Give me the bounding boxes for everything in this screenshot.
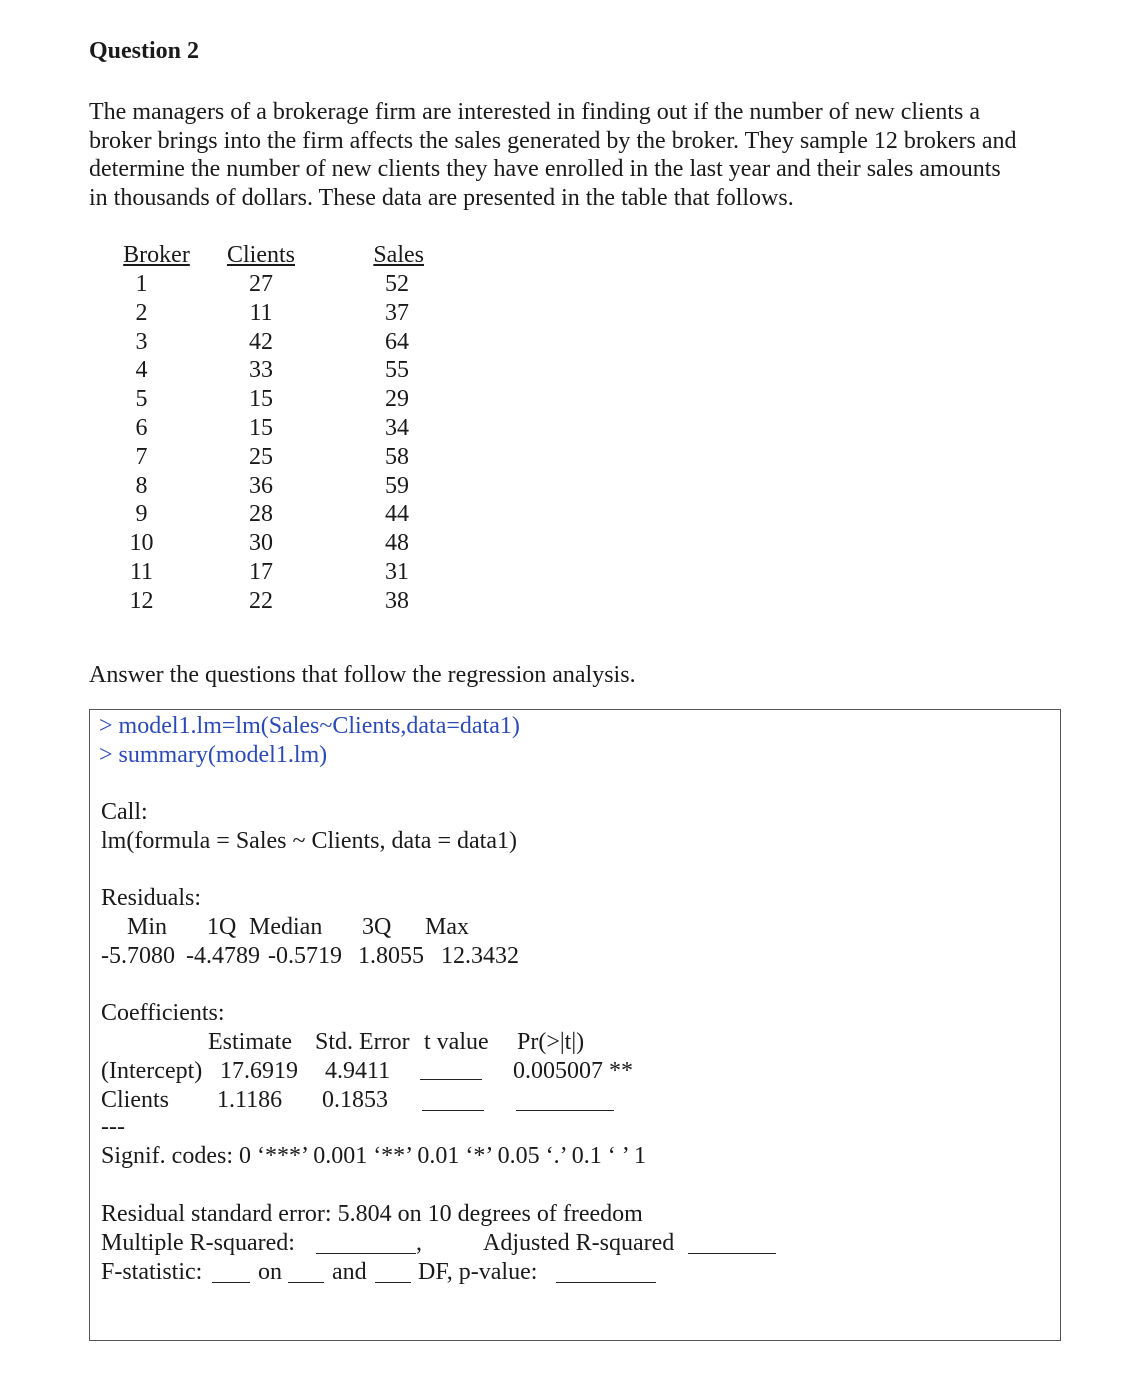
clients-cell: 33 <box>249 357 273 384</box>
intercept-estimate: 17.6919 <box>220 1058 298 1084</box>
intercept-p-number: 0.005007 <box>513 1058 603 1084</box>
residuals-label: Residuals: <box>101 885 201 911</box>
clients-cell: 22 <box>249 587 273 614</box>
clients-name: Clients <box>101 1087 170 1113</box>
table-row <box>100 500 424 529</box>
residual-header: Min <box>127 914 168 940</box>
residual-value: 1.8055 <box>358 943 424 969</box>
table-row <box>100 385 424 414</box>
table-row <box>100 472 424 501</box>
comma: , <box>416 1230 422 1256</box>
adjusted-r2-blank[interactable] <box>688 1235 776 1259</box>
sales-cell: 34 <box>385 414 409 441</box>
sales-cell: 64 <box>385 328 409 355</box>
coef-header: Std. Error <box>315 1029 410 1055</box>
table-row <box>100 587 424 616</box>
clients-cell: 36 <box>249 472 273 499</box>
broker-cell: 7 <box>135 443 148 470</box>
clients-estimate: 1.1186 <box>217 1087 283 1113</box>
broker-cell: 1 <box>135 271 148 297</box>
clients-t-value-blank[interactable] <box>422 1092 484 1116</box>
clients-cell: 28 <box>249 501 273 528</box>
header-clients: Clients <box>226 242 295 268</box>
residual-header: 3Q <box>362 914 392 940</box>
clients-cell: 30 <box>249 530 273 557</box>
coef-header: Estimate <box>208 1029 292 1055</box>
sales-cell: 37 <box>385 299 409 326</box>
table-row <box>100 414 424 443</box>
separator: --- <box>101 1114 125 1140</box>
clients-p-value-blank[interactable] <box>516 1092 614 1116</box>
command-line: > model1.lm=lm(Sales~Clients,data=data1) <box>99 713 520 739</box>
intercept-t-value-blank[interactable] <box>420 1061 482 1085</box>
broker-data-table <box>100 240 424 616</box>
multiple-r2-label: Multiple R-squared: <box>101 1230 295 1256</box>
coefficients-label: Coefficients: <box>101 1000 225 1026</box>
intro-line: determine the number of new clients they have enrolled in the last year and their sales amounts <box>89 156 1001 183</box>
broker-cell: 9 <box>135 501 148 528</box>
coef-header: Pr(>|t|) <box>517 1029 585 1055</box>
sales-cell: 55 <box>385 357 409 384</box>
table-row <box>100 558 424 587</box>
table-header-row <box>100 240 424 270</box>
table-row <box>100 270 424 299</box>
signif-codes: Signif. codes: 0 ‘***’ 0.001 ‘**’ 0.01 ‘*’ 0.05 ‘.’ 0.1 ‘ ’ 1 <box>101 1143 647 1169</box>
intro-line: The managers of a brokerage firm are interested in finding out if the number of new clients a <box>89 99 980 125</box>
header-sales: Sales <box>373 242 424 268</box>
intro-line: broker brings into the firm affects the sales generated by the broker. They sample 12 brokers and <box>89 127 1017 154</box>
clients-cell: 27 <box>249 271 273 297</box>
table-row <box>100 328 424 357</box>
broker-cell: 5 <box>135 386 148 413</box>
instruction-text: Answer the questions that follow the regression analysis. <box>89 662 636 688</box>
residual-standard-error: Residual standard error: 5.804 on 10 degrees of freedom <box>101 1201 643 1227</box>
and-text: and <box>332 1259 367 1285</box>
clients-cell: 11 <box>249 299 273 326</box>
f-statistic-label: F-statistic: <box>101 1259 203 1285</box>
sales-cell: 48 <box>385 530 409 557</box>
clients-cell: 17 <box>249 558 273 585</box>
residual-value: -4.4789 <box>186 943 260 969</box>
on-text: on <box>258 1259 282 1285</box>
df1-blank[interactable] <box>288 1264 324 1288</box>
residual-header: Median <box>249 914 323 940</box>
residual-header: 1Q <box>207 914 237 940</box>
call-label: Call: <box>101 799 148 825</box>
residual-value: -0.5719 <box>268 943 342 969</box>
sales-cell: 44 <box>385 501 409 528</box>
residual-value: 12.3432 <box>441 943 519 969</box>
header-broker: Broker <box>123 242 190 268</box>
significance-stars: ** <box>609 1058 633 1084</box>
multiple-r2-blank[interactable] <box>316 1235 416 1259</box>
call-formula: lm(formula = Sales ~ Clients, data = data1) <box>101 828 517 854</box>
table-row <box>100 529 424 558</box>
sales-cell: 58 <box>385 443 409 470</box>
broker-cell: 8 <box>135 472 148 499</box>
clients-cell: 42 <box>249 328 273 355</box>
adjusted-r2-label: Adjusted R-squared <box>483 1230 675 1256</box>
question-title: Question 2 <box>89 38 200 64</box>
p-value-blank[interactable] <box>556 1264 656 1288</box>
residual-header: Max <box>425 914 469 940</box>
clients-cell: 15 <box>249 414 273 441</box>
intercept-std-error: 4.9411 <box>325 1058 391 1084</box>
table-row <box>100 299 424 328</box>
table-row <box>100 443 424 472</box>
broker-cell: 3 <box>135 328 148 355</box>
sales-cell: 59 <box>385 472 409 499</box>
broker-cell: 2 <box>135 299 148 326</box>
coef-header: t value <box>424 1029 489 1055</box>
broker-cell: 4 <box>135 357 148 384</box>
intercept-name: (Intercept) <box>101 1058 203 1084</box>
broker-cell: 11 <box>129 558 154 585</box>
broker-cell: 6 <box>135 414 148 441</box>
regression-output-box <box>89 709 1061 1341</box>
table-row <box>100 356 424 385</box>
df2-blank[interactable] <box>375 1264 411 1288</box>
command-line: > summary(model1.lm) <box>99 742 328 768</box>
clients-cell: 15 <box>249 386 273 413</box>
df-p-value-label: DF, p-value: <box>418 1259 538 1285</box>
clients-std-error: 0.1853 <box>322 1087 388 1113</box>
broker-cell: 10 <box>129 530 154 557</box>
intro-line: in thousands of dollars. These data are presented in the table that follows. <box>89 184 794 211</box>
sales-cell: 52 <box>385 271 409 297</box>
intercept-p-value <box>513 1058 633 1085</box>
f-statistic-blank[interactable] <box>212 1264 250 1288</box>
residual-value: -5.7080 <box>101 943 175 969</box>
clients-cell: 25 <box>249 443 273 470</box>
sales-cell: 38 <box>385 587 409 614</box>
intro-paragraph <box>89 98 1074 212</box>
sales-cell: 31 <box>385 558 409 585</box>
broker-cell: 12 <box>129 587 154 614</box>
sales-cell: 29 <box>385 386 409 413</box>
